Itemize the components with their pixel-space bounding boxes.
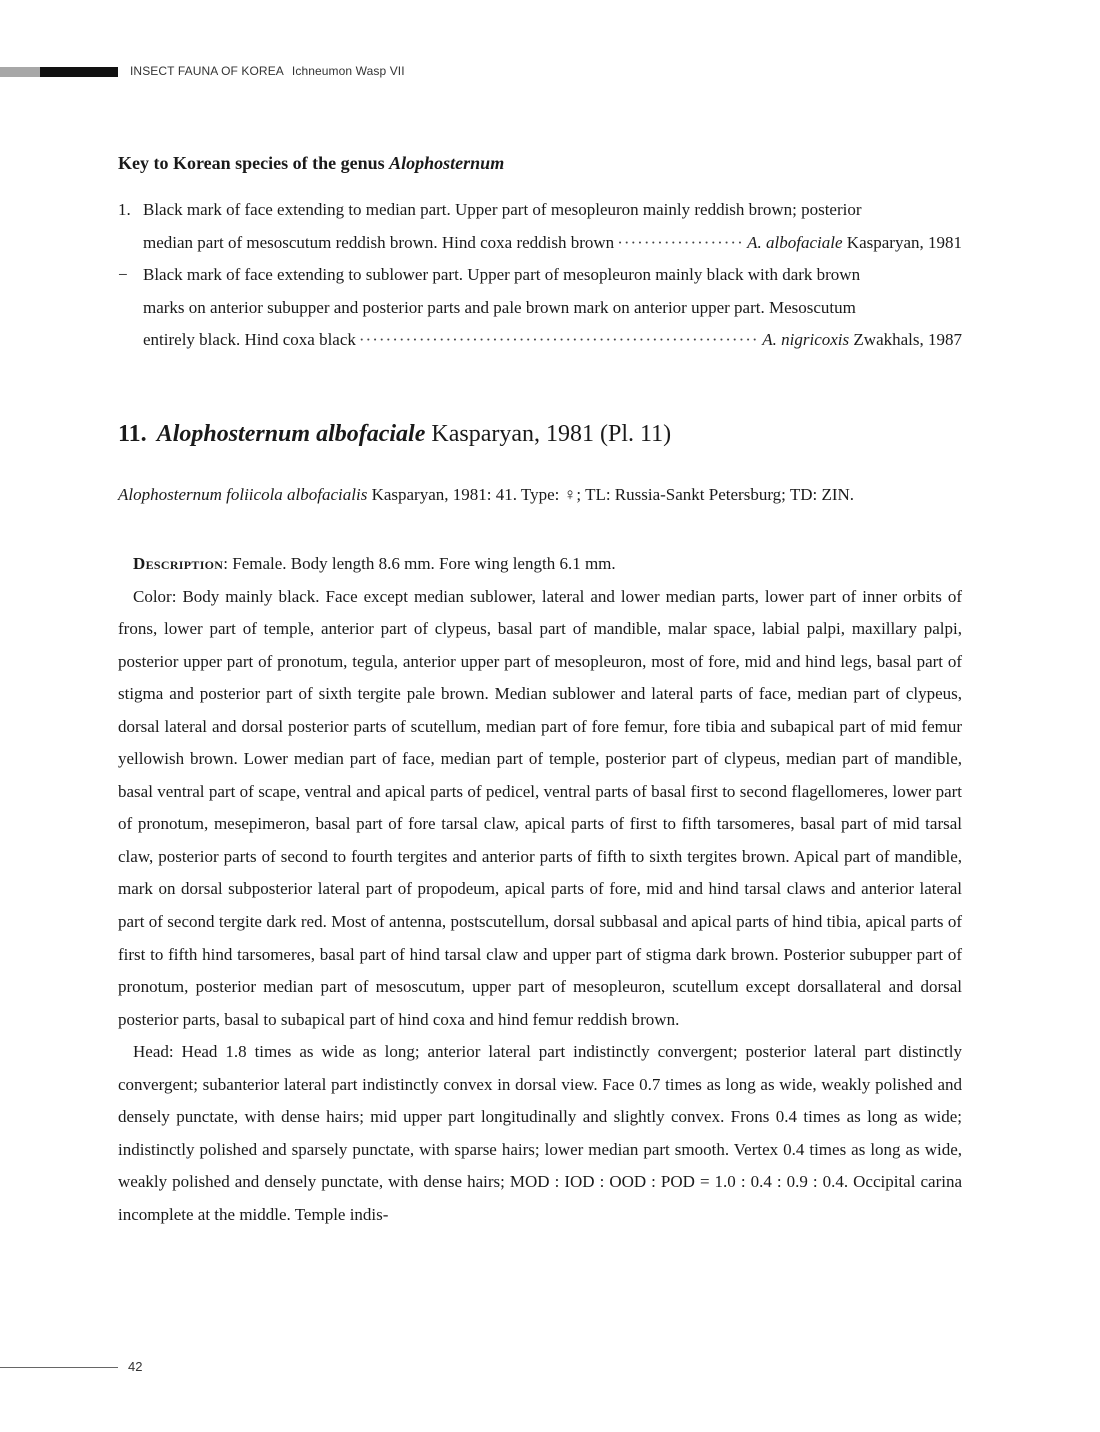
color-paragraph: Color: Body mainly black. Face except median sublower, lateral and lower median parts, lower part of inner orbits of frons, lower part of temple, anterior part of clypeus, basal part of mandible, malar space, labial palpi, maxillary palpi, posterior upper part of pronotum, tegula, anterior upper part of mesopleuron, most of fore, mid and hind legs, basal part of stigma and posterior part of sixth tergite pale brown. Median sublower and lateral parts of face, median part of clypeus, dorsal lateral and dorsal posterior parts of scutellum, median part of fore femur, fore tibia and subapical part of mid femur yellowish brown. Lower median part of face, median part of temple, posterior part of clypeus, median part of mandible, basal ventral part of scape, ventral and apical parts of pedicel, ventral parts of basal first to second flagellomeres, lower part of pronotum, mesepimeron, basal part of fore tarsal claw, apical parts of first to fifth tarsomeres, basal part of mid tarsal claw, posterior parts of second to fourth tergites and anterior parts of fifth to sixth tergites brown. Apical part of mandible, mark on dorsal subposterior lateral part of propodeum, apical parts of fore, mid and hind tarsal claws and anterior lateral part of second tergite dark red. Most of antenna, postscutellum, dorsal subbasal and apical parts of hind tibia, apical parts of first to fifth hind tarsomeres, basal part of hind tarsal claw and upper part of stigma dark brown. Posterior subupper part of pronotum, posterior median part of mesoscutum, upper part of mesopleuron, scutellum except dorsallateral and dorsal posterior parts, basal to subapical part of hind coxa and hind femur reddish brown. bbox=[118, 586, 962, 1029]
couplet-result-line: entirely black. Hind coxa black ····· A. nigricoxis Zwakhals, 1987 bbox=[143, 324, 962, 357]
page-number: 42 bbox=[128, 1359, 143, 1374]
couplet-result-line: median part of mesoscutum reddish brown. Hind coxa reddish brown ····· A. albofaciale Kasparyan, 1981 bbox=[143, 227, 962, 260]
couplet-text-line: Black mark of face extending to sublower part. Upper part of mesopleuron mainly black with dark brown bbox=[143, 265, 861, 285]
species-result: A. albofaciale bbox=[747, 232, 843, 252]
running-header bbox=[130, 64, 405, 78]
species-heading bbox=[118, 421, 671, 448]
species-number: 11. bbox=[118, 421, 147, 447]
description-body bbox=[118, 548, 962, 1231]
key-genus: Alophosternum bbox=[389, 153, 505, 173]
description-intro: Description: Female. Body length 8.6 mm. Fore wing length 6.1 mm. bbox=[133, 554, 616, 573]
key-couplet-1-alt bbox=[118, 259, 962, 357]
header-bar-black bbox=[40, 67, 118, 77]
dot-leader bbox=[359, 324, 759, 357]
identification-key bbox=[118, 194, 962, 357]
couplet-text-line: marks on anterior subupper and posterior parts and pale brown mark on anterior upper part. Mesoscutum bbox=[143, 297, 856, 317]
dot-leader bbox=[617, 227, 744, 260]
header-volume: Ichneumon Wasp VII bbox=[291, 64, 405, 78]
synonym-details: Kasparyan, 1981: 41. Type: ♀; TL: Russia-Sankt Petersburg; TD: ZIN. bbox=[367, 485, 855, 504]
couplet-marker: − bbox=[118, 265, 128, 285]
species-result: A. nigricoxis bbox=[762, 330, 850, 350]
description-label: Description bbox=[133, 554, 224, 573]
header-series: INSECT FAUNA OF KOREA bbox=[130, 64, 284, 78]
couplet-text-line: Black mark of face extending to median part. Upper part of mesopleuron mainly reddish brown; posterior bbox=[143, 200, 862, 219]
couplet-marker: 1. bbox=[118, 200, 131, 219]
header-bar-gray bbox=[0, 67, 40, 77]
synonym-name: Alophosternum foliicola albofacialis bbox=[118, 485, 368, 504]
key-couplet-1 bbox=[118, 194, 962, 259]
species-author: Kasparyan, 1981 (Pl. 11) bbox=[425, 421, 672, 447]
species-name: Alophosternum albofaciale bbox=[156, 421, 426, 447]
synonym-line bbox=[118, 485, 978, 505]
footer-rule bbox=[0, 1367, 118, 1368]
key-title: Key to Korean species of the genus Alophosternum bbox=[118, 153, 505, 173]
head-paragraph: Head: Head 1.8 times as wide as long; anterior lateral part indistinctly convergent; posterior lateral part distinctly convergent; subanterior lateral part indistinctly convex in dorsal view. Face 0.7 times as long as wide, weakly polished and densely punctate, with dense hairs; mid upper part longitudinally and slightly convex. Frons 0.4 times as long as wide; indistinctly polished and sparsely punctate, with sparse hairs; lower median part smooth. Vertex 0.4 times as long as wide, weakly polished and densely punctate, with dense hairs; MOD : IOD : OOD : POD = 1.0 : 0.4 : 0.9 : 0.4. Occipital carina incomplete at the middle. Temple indis- bbox=[118, 1042, 962, 1224]
